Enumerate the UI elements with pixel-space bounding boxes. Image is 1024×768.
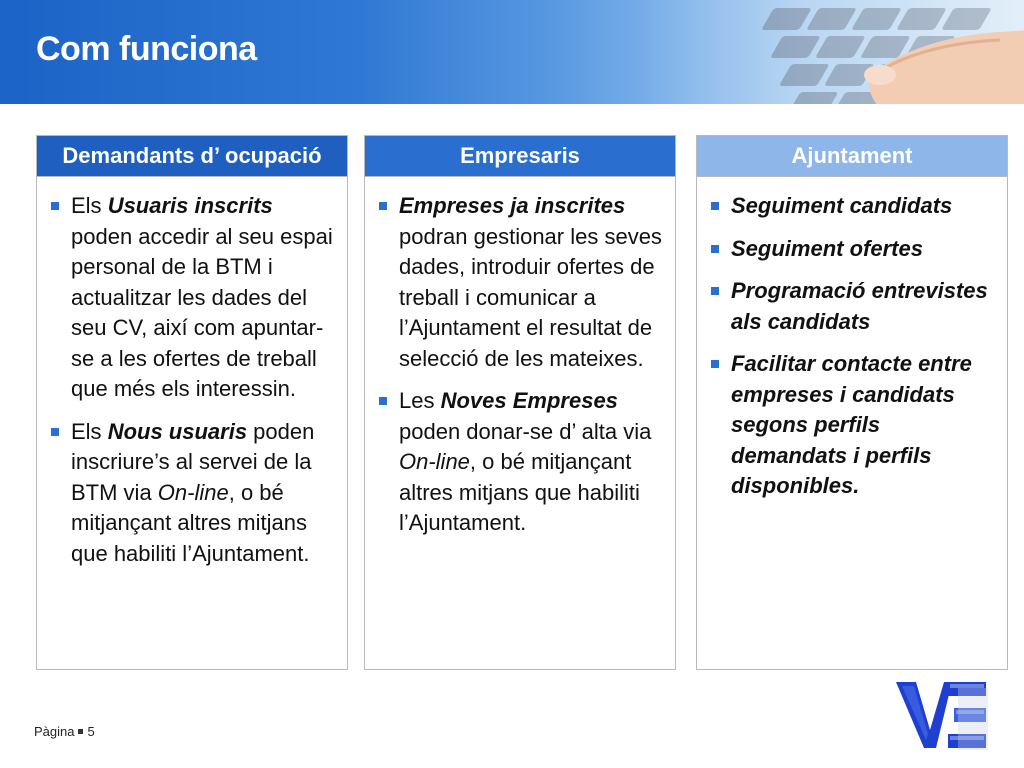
page-number: 5 [87, 724, 95, 739]
bullet-emphasis: Nous usuaris [107, 418, 248, 444]
bullet-text: Seguiment ofertes [731, 235, 923, 261]
page-title: Com funciona [36, 30, 257, 68]
square-bullet-icon [711, 360, 719, 368]
bullet-italic: On-line [157, 479, 229, 505]
column-header: Empresaris [365, 136, 675, 177]
column-empresaris [364, 135, 676, 670]
bullet-italic: On-line [399, 449, 470, 474]
bullet-emphasis: Empreses ja inscrites [399, 193, 626, 218]
square-bullet-icon [379, 397, 387, 405]
page-footer [34, 724, 95, 739]
square-bullet-icon [51, 202, 59, 210]
bullet-text: Programació entrevistes als candidats [731, 278, 988, 334]
square-bullet-icon [51, 428, 59, 436]
bullet-text: poden inscriure’s al servei de la BTM via [71, 418, 315, 505]
bullet-text: poden donar-se d’ alta via [399, 418, 652, 444]
bullet-text: Les [399, 388, 441, 413]
list-item [51, 417, 337, 570]
list-item [711, 349, 997, 502]
keyboard-hand-photo [560, 0, 1024, 104]
bullet-emphasis: Noves Empreses [440, 388, 618, 413]
square-bullet-icon [711, 202, 719, 210]
list-item [379, 191, 665, 374]
bullet-text: Els [71, 418, 108, 444]
bullet-text: Els [71, 193, 108, 218]
separator-icon [78, 729, 83, 734]
bullet-text: , o bé mitjançant altres mitjans que habiliti l’Ajuntament. [399, 449, 640, 535]
bullet-text: , o bé mitjançant altres mitjans que habiliti l’Ajuntament. [71, 479, 310, 566]
bullet-text: Seguiment candidats [731, 193, 953, 218]
square-bullet-icon [379, 202, 387, 210]
column-demandants [36, 135, 348, 670]
bullet-emphasis: Usuaris inscrits [107, 193, 273, 218]
list-item [711, 234, 997, 265]
header-banner [0, 0, 1024, 104]
footer-label: Pàgina [34, 724, 75, 739]
list-item [711, 276, 997, 337]
column-header: Demandants d’ ocupació [37, 136, 347, 177]
square-bullet-icon [711, 287, 719, 295]
list-item [51, 191, 337, 405]
ve-logo [896, 678, 992, 756]
list-item [711, 191, 997, 222]
bullet-text: podran gestionar les seves dades, introduir ofertes de treball i comunicar a l’Ajuntament el resultat de selecció de les mateixes. [399, 223, 662, 371]
column-ajuntament [696, 135, 1008, 670]
column-header: Ajuntament [697, 136, 1007, 177]
bullet-text: Facilitar contacte entre empreses i candidats segons perfils demandats i perfils disponibles. [731, 351, 972, 498]
list-item [379, 386, 665, 539]
square-bullet-icon [711, 245, 719, 253]
bullet-text: poden accedir al seu espai personal de la BTM i actualitzar les dades del seu CV, així com apuntar-se a les ofertes de treball que més els interessin. [71, 223, 333, 401]
